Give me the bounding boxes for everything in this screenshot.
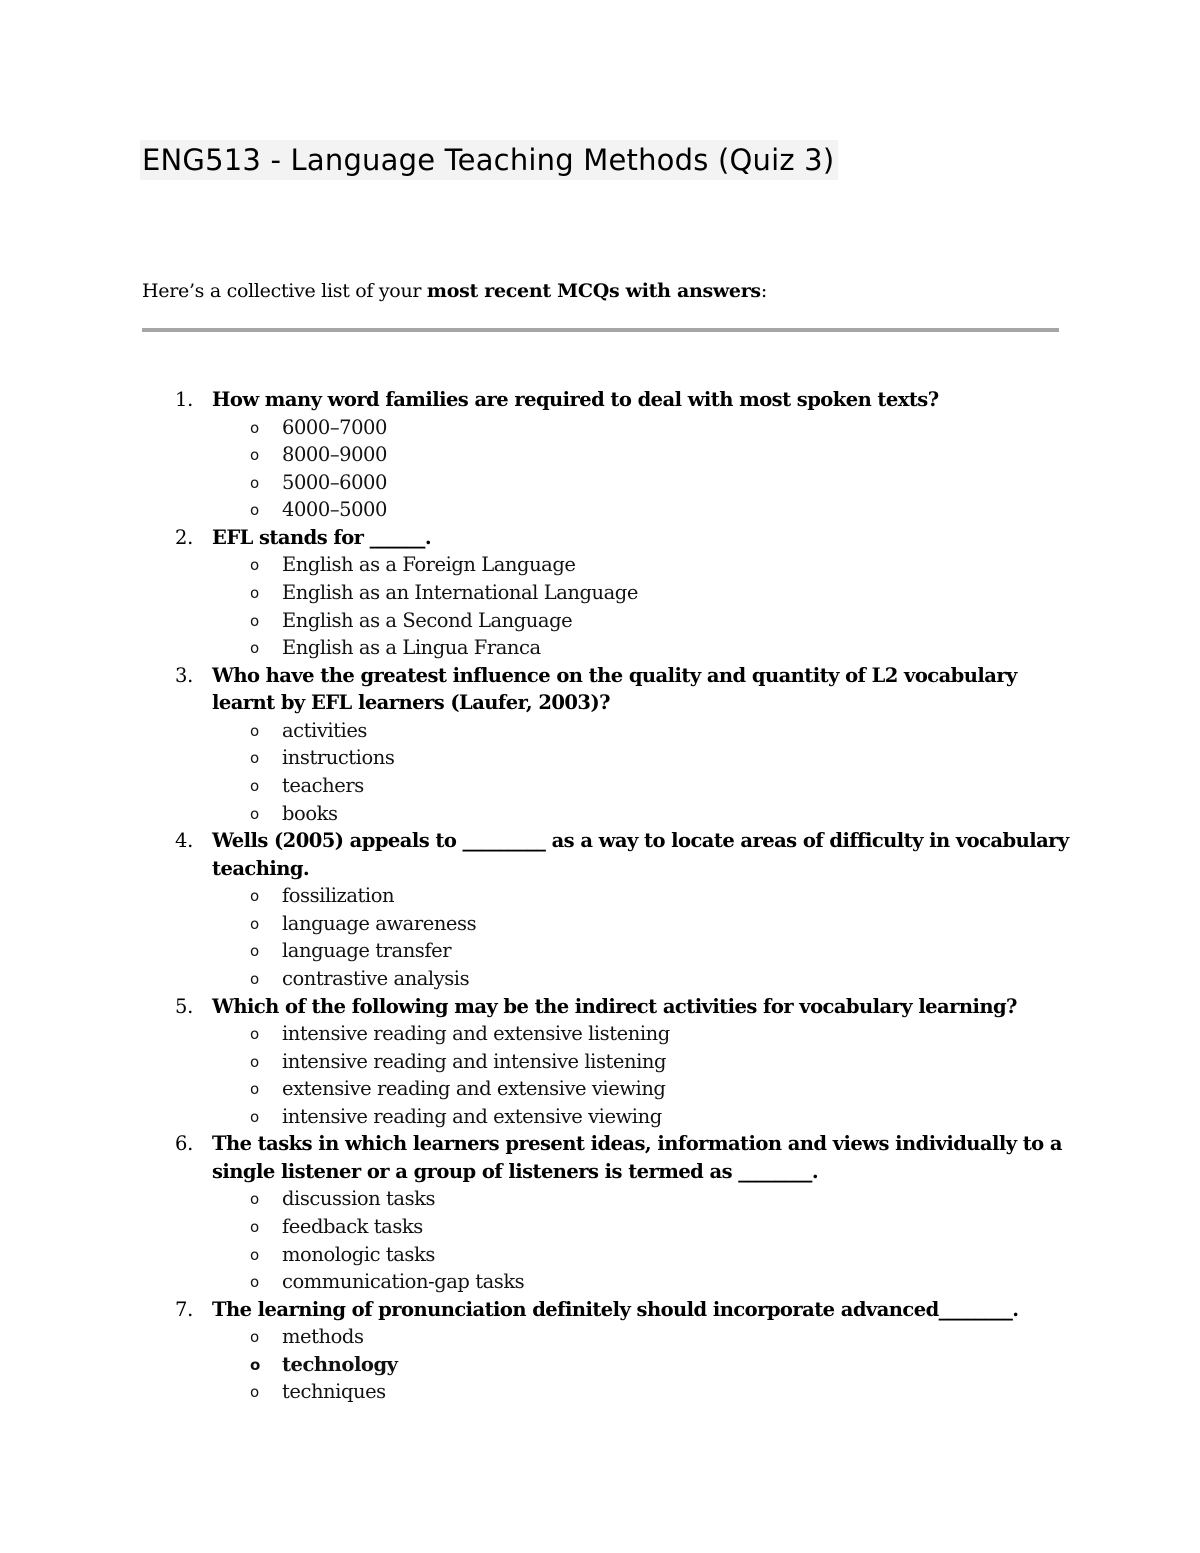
option-text: 8000–9000: [282, 443, 387, 467]
question-text: Wells (2005) appeals to _________ as a way to locate areas of difficulty in vocabulary teaching.: [212, 829, 1069, 880]
hollow-circle-bullet-icon: o: [250, 1245, 259, 1264]
option-item: [212, 772, 1070, 800]
intro-text: [142, 277, 767, 305]
question-number: 4.: [175, 829, 194, 853]
question-item: [140, 386, 1070, 524]
hollow-circle-bullet-icon: o: [250, 1025, 259, 1043]
hollow-circle-bullet-icon: o: [250, 501, 259, 520]
option-item: [212, 1103, 1070, 1131]
option-text: English as a Lingua Franca: [282, 636, 541, 660]
option-text: discussion tasks: [282, 1187, 436, 1211]
option-text: English as an International Language: [282, 580, 638, 604]
option-item: [212, 910, 1070, 938]
option-item: [212, 1241, 1070, 1269]
option-text: extensive reading and extensive viewing: [282, 1077, 666, 1101]
question-item: [140, 993, 1070, 1131]
option-text: intensive reading and extensive viewing: [282, 1104, 662, 1128]
question-list: [140, 386, 1070, 1406]
hollow-circle-bullet-icon: o: [250, 1328, 259, 1347]
intro-prefix: Here’s a collective list of your: [142, 280, 427, 302]
option-item: [212, 965, 1070, 993]
question-item: [140, 1296, 1070, 1406]
hollow-circle-bullet-icon: o: [250, 639, 259, 658]
question-text: Which of the following may be the indirect activities for vocabulary learning?: [212, 994, 1017, 1018]
option-text: teachers: [282, 773, 364, 797]
option-text: language awareness: [282, 911, 477, 935]
question-text: The tasks in which learners present ideas, information and views individually to a single listener or a group of listeners is termed as ________.: [212, 1132, 1062, 1183]
hollow-circle-bullet-icon: o: [250, 446, 259, 465]
option-item: [212, 717, 1070, 745]
question-number: 1.: [175, 388, 194, 411]
option-item: [212, 1075, 1070, 1103]
option-item: [212, 744, 1070, 772]
hollow-circle-bullet-icon: o: [250, 1080, 259, 1099]
question-text: How many word families are required to deal with most spoken texts?: [212, 388, 939, 411]
option-text: feedback tasks: [282, 1214, 423, 1238]
question-text: Who have the greatest influence on the quality and quantity of L2 vocabulary learnt by EFL learners (Laufer, 2003)?: [212, 663, 1017, 715]
question-number: 5.: [175, 994, 194, 1018]
option-text: 6000–7000: [282, 415, 387, 439]
option-item: [212, 1378, 1070, 1406]
option-text: monologic tasks: [282, 1242, 435, 1266]
option-text: technology: [282, 1352, 398, 1376]
option-item: [212, 1323, 1070, 1351]
option-item: [212, 634, 1070, 662]
hollow-circle-bullet-icon: o: [250, 942, 259, 961]
question-number: 7.: [175, 1297, 194, 1321]
option-text: books: [282, 801, 338, 825]
hollow-circle-bullet-icon: o: [250, 418, 259, 437]
intro-suffix: :: [760, 280, 767, 302]
option-list: [212, 1185, 1070, 1295]
option-item: [212, 800, 1070, 828]
hollow-circle-bullet-icon: o: [250, 749, 259, 768]
option-text: instructions: [282, 746, 395, 770]
option-text: activities: [282, 718, 367, 742]
question-item: [140, 662, 1070, 827]
hollow-circle-bullet-icon: o: [250, 1217, 259, 1236]
option-item: [212, 496, 1070, 524]
question-number: 6.: [175, 1132, 194, 1156]
option-text: intensive reading and intensive listening: [282, 1049, 667, 1073]
option-text: English as a Foreign Language: [282, 553, 576, 577]
question-item: [140, 1130, 1070, 1295]
question-number: 3.: [175, 663, 194, 687]
option-item: [212, 882, 1070, 910]
hollow-circle-bullet-icon: o: [250, 1273, 259, 1292]
option-text: English as a Second Language: [282, 608, 573, 632]
option-item: [212, 937, 1070, 965]
horizontal-divider: [142, 328, 1059, 332]
option-item: [212, 1213, 1070, 1241]
intro-bold: most recent MCQs with answers: [426, 280, 761, 302]
option-item: [212, 1268, 1070, 1296]
hollow-circle-bullet-icon: o: [250, 473, 259, 492]
option-text: language transfer: [282, 939, 452, 963]
hollow-circle-bullet-icon: o: [250, 914, 259, 933]
hollow-circle-bullet-icon: o: [250, 721, 259, 740]
option-item: [212, 441, 1070, 469]
option-list: [212, 882, 1070, 992]
hollow-circle-bullet-icon: o: [250, 611, 259, 630]
option-text: fossilization: [282, 884, 395, 908]
option-text: methods: [282, 1325, 364, 1349]
hollow-circle-bullet-icon: o: [250, 583, 259, 602]
option-item: [212, 1351, 1070, 1379]
option-text: intensive reading and extensive listening: [282, 1022, 670, 1045]
hollow-circle-bullet-icon: o: [250, 1052, 259, 1071]
hollow-circle-bullet-icon: o: [250, 887, 259, 906]
option-item: [212, 1185, 1070, 1213]
hollow-circle-bullet-icon: o: [250, 1355, 260, 1374]
option-text: contrastive analysis: [282, 966, 470, 990]
option-text: 4000–5000: [282, 498, 387, 522]
question-item: [140, 827, 1070, 992]
option-item: [212, 607, 1070, 635]
hollow-circle-bullet-icon: o: [250, 804, 259, 823]
hollow-circle-bullet-icon: o: [250, 969, 259, 988]
option-list: [212, 551, 1070, 661]
option-list: [212, 717, 1070, 827]
hollow-circle-bullet-icon: o: [250, 1383, 259, 1402]
option-text: communication-gap tasks: [282, 1270, 525, 1294]
option-list: [212, 1020, 1070, 1130]
option-item: [212, 1020, 1070, 1048]
question-number: 2.: [175, 525, 194, 549]
option-item: [212, 414, 1070, 442]
hollow-circle-bullet-icon: o: [250, 556, 259, 575]
option-text: techniques: [282, 1380, 386, 1404]
page-title: ENG513 - Language Teaching Methods (Quiz 3): [140, 140, 838, 180]
option-list: [212, 1323, 1070, 1406]
question-text: EFL stands for ______.: [212, 525, 432, 549]
hollow-circle-bullet-icon: o: [250, 776, 259, 795]
option-item: [212, 469, 1070, 497]
option-item: [212, 551, 1070, 579]
option-list: [212, 414, 1070, 524]
option-item: [212, 1048, 1070, 1076]
hollow-circle-bullet-icon: o: [250, 1190, 259, 1209]
question-text: The learning of pronunciation definitely should incorporate advanced________.: [212, 1297, 1019, 1321]
option-text: 5000–6000: [282, 470, 387, 494]
question-item: [140, 524, 1070, 662]
option-item: [212, 579, 1070, 607]
hollow-circle-bullet-icon: o: [250, 1107, 259, 1126]
